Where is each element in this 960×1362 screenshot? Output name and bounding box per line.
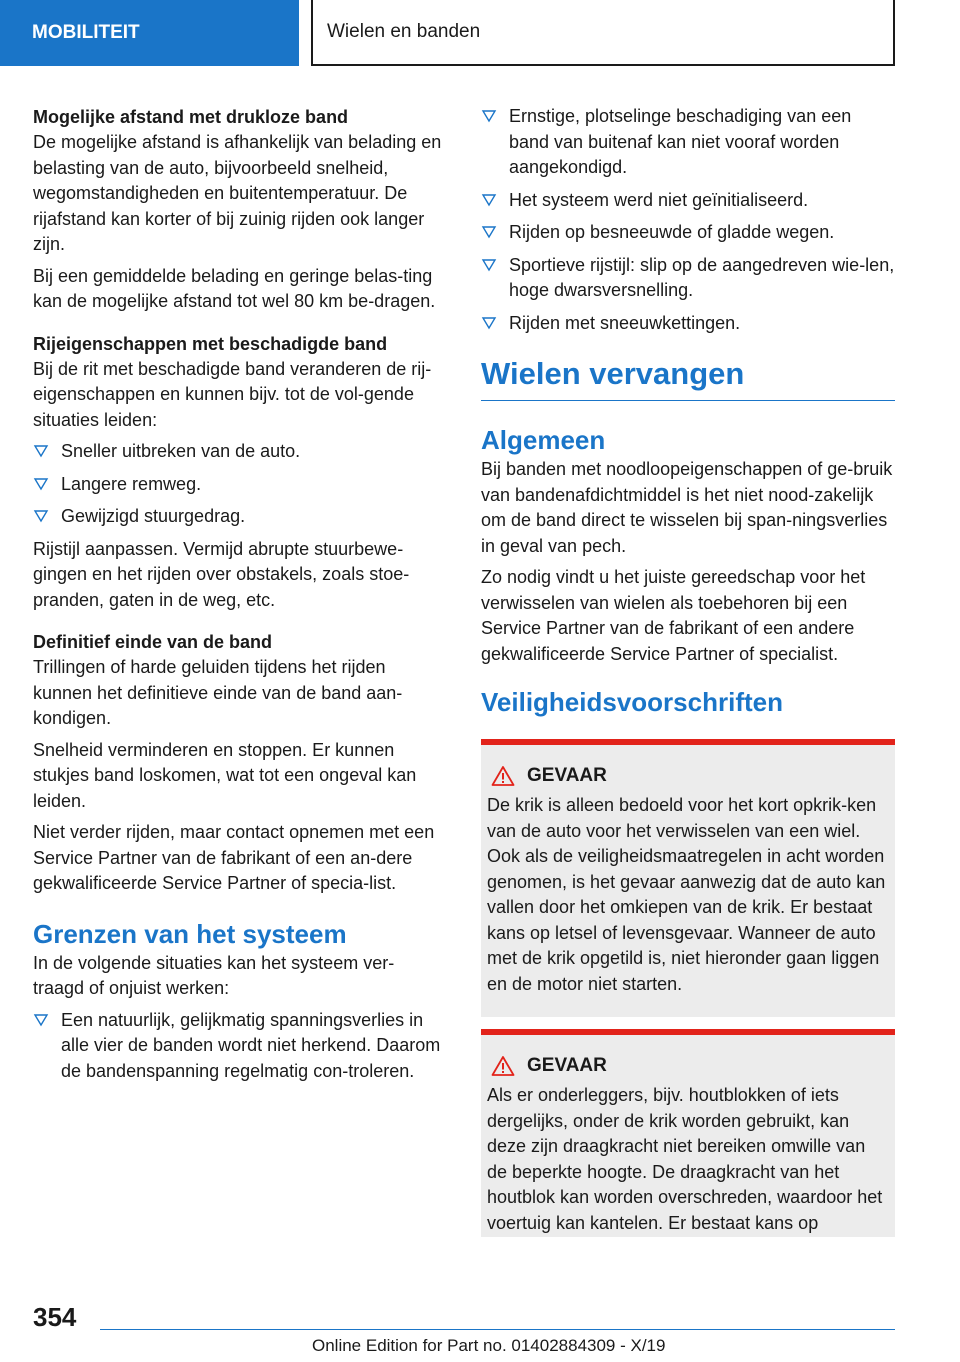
paragraph: De mogelijke afstand is afhankelijk van belading en belasting van de auto, bijvoorbeeld snelheid, wegomstandigheden en buitentemperatuur. De rijafstand kan korter of bij zuinig rijden ook langer zijn. <box>33 132 442 254</box>
list-item-text: Sportieve rijstijl: slip op de aangedreven wie-len, hoge dwarsversnelling. <box>509 254 895 300</box>
list-item <box>481 311 895 337</box>
footer-divider <box>100 1329 895 1330</box>
list-item-text: Rijden op besneeuwde of gladde wegen. <box>509 222 835 242</box>
header-chapter-tab <box>311 0 895 66</box>
header-section-tab <box>0 0 299 66</box>
bullet-list <box>481 104 895 336</box>
warning-box <box>481 739 895 1017</box>
paragraph: Bij banden met noodloopeigenschappen of ge-bruik van bandenafdichtmiddel is het niet nood-zakelijk om de band direct te wisselen bij span-ningsverlies in geval van pech. <box>481 459 893 556</box>
list-item <box>33 504 443 530</box>
list-item <box>33 472 443 498</box>
paragraph: Niet verder rijden, maar contact opnemen met een Service Partner van de fabrikant of een an-dere gekwalificeerde Service Partner of specia-list. <box>33 822 435 893</box>
list-item-text: Een natuurlijk, gelijkmatig spanningsverlies in alle vier de banden wordt niet herkend. Daarom de bandenspanning regelmatig con-troleren. <box>61 1009 441 1081</box>
list-item <box>481 253 895 304</box>
list-item-text: Rijden met sneeuwkettingen. <box>509 312 741 333</box>
heading-general: Algemeen <box>481 425 606 455</box>
list-item-text: Gewijzigd stuurgedrag. <box>61 506 246 526</box>
warning-label: GEVAAR <box>527 765 607 786</box>
list-item-text: Langere remweg. <box>61 473 202 494</box>
list-item <box>33 439 443 465</box>
triangle-bullet-icon <box>481 108 497 124</box>
paragraph: Bij de rit met beschadigde band veranderen de rij-eigenschappen en kunnen bijv. tot de vol-gende situaties leiden: <box>33 358 432 430</box>
warning-triangle-icon <box>491 1055 515 1077</box>
paragraph: Trillingen of harde geluiden tijdens het rijden kunnen het definitieve einde van de band aan-kondigen. <box>33 657 403 728</box>
list-item-text: Ernstige, plotselinge beschadiging van een band van buitenaf kan niet vooraf worden aangekondigd. <box>509 106 852 177</box>
warning-label: GEVAAR <box>527 1055 607 1076</box>
triangle-bullet-icon <box>33 443 49 459</box>
bullet-list <box>33 1008 443 1085</box>
footer-edition: Online Edition for Part no. 01402884309 - X/19 <box>312 1336 666 1355</box>
paragraph: In de volgende situaties kan het systeem ver-traagd of onjuist werken: <box>33 952 395 998</box>
list-item-text: Het systeem werd niet geïnitialiseerd. <box>509 189 809 210</box>
bullet-list <box>33 439 443 530</box>
subheading-end-of-tire: Definitief einde van de band <box>33 632 273 652</box>
header-section-label: MOBILITEIT <box>32 22 140 43</box>
paragraph: Snelheid verminderen en stoppen. Er kunnen stukjes band loskomen, wat tot een ongeval kan leiden. <box>33 739 417 811</box>
heading-system-limits: Grenzen van het systeem <box>33 918 347 949</box>
paragraph: Rijstijl aanpassen. Vermijd abrupte stuurbewe-gingen en het rijden over obstakels, zoals stoe-pranden, gaten in de weg, etc. <box>33 538 410 610</box>
paragraph: Bij een gemiddelde belading en geringe belas-ting kan de mogelijke afstand tot wel 80 km be-dragen. <box>33 265 436 311</box>
list-item <box>481 220 895 246</box>
list-item <box>33 1008 443 1085</box>
list-item <box>481 188 895 214</box>
triangle-bullet-icon <box>481 192 497 208</box>
triangle-bullet-icon <box>481 224 497 240</box>
triangle-bullet-icon <box>481 315 497 331</box>
subheading-driving-properties: Rijeigenschappen met beschadigde band <box>33 333 388 354</box>
triangle-bullet-icon <box>33 1012 49 1028</box>
heading-change-wheels: Wielen vervangen <box>481 354 895 401</box>
warning-title <box>487 765 887 787</box>
paragraph: Zo nodig vindt u het juiste gereedschap voor het verwisselen van wielen als toebehoren bij een Service Partner van de fabrikant of een andere gekwalificeerde Service Partner of specialist. <box>481 567 866 664</box>
subheading-distance: Mogelijke afstand met drukloze band <box>33 107 349 127</box>
right-column <box>481 104 895 1237</box>
left-column <box>33 104 443 1091</box>
header-chapter-label: Wielen en banden <box>327 21 481 42</box>
warning-text: Als er onderleggers, bijv. houtblokken of iets dergelijks, onder de krik worden gebruikt, kan deze zijn draagkracht niet bereiken omwille van de beperkte hoogte. De draagkracht van het houtblok kan worden overschreden, waardoor het voertuig kan kantelen. Er bestaat kans op <box>487 1085 883 1233</box>
list-item <box>481 104 895 181</box>
triangle-bullet-icon <box>33 476 49 492</box>
triangle-bullet-icon <box>33 508 49 524</box>
heading-safety-rules: Veiligheidsvoorschriften <box>481 687 783 717</box>
warning-text: De krik is alleen bedoeld voor het kort opkrik-ken van de auto voor het verwisselen van een wiel. Ook als de veiligheidsmaatregelen in acht worden genomen, is het gevaar aanwezig dat de auto kan vallen door het omkiepen van de krik. Er bestaat kans op letsel of levensgevaar. Wanneer de auto met de krik opgetild is, niet hieronder gaan liggen en de motor niet starten. <box>487 795 886 994</box>
page-number: 354 <box>33 1302 77 1332</box>
warning-triangle-icon <box>491 765 515 787</box>
warning-box <box>481 1029 895 1237</box>
warning-title <box>487 1055 887 1077</box>
triangle-bullet-icon <box>481 257 497 273</box>
list-item-text: Sneller uitbreken van de auto. <box>61 441 301 461</box>
